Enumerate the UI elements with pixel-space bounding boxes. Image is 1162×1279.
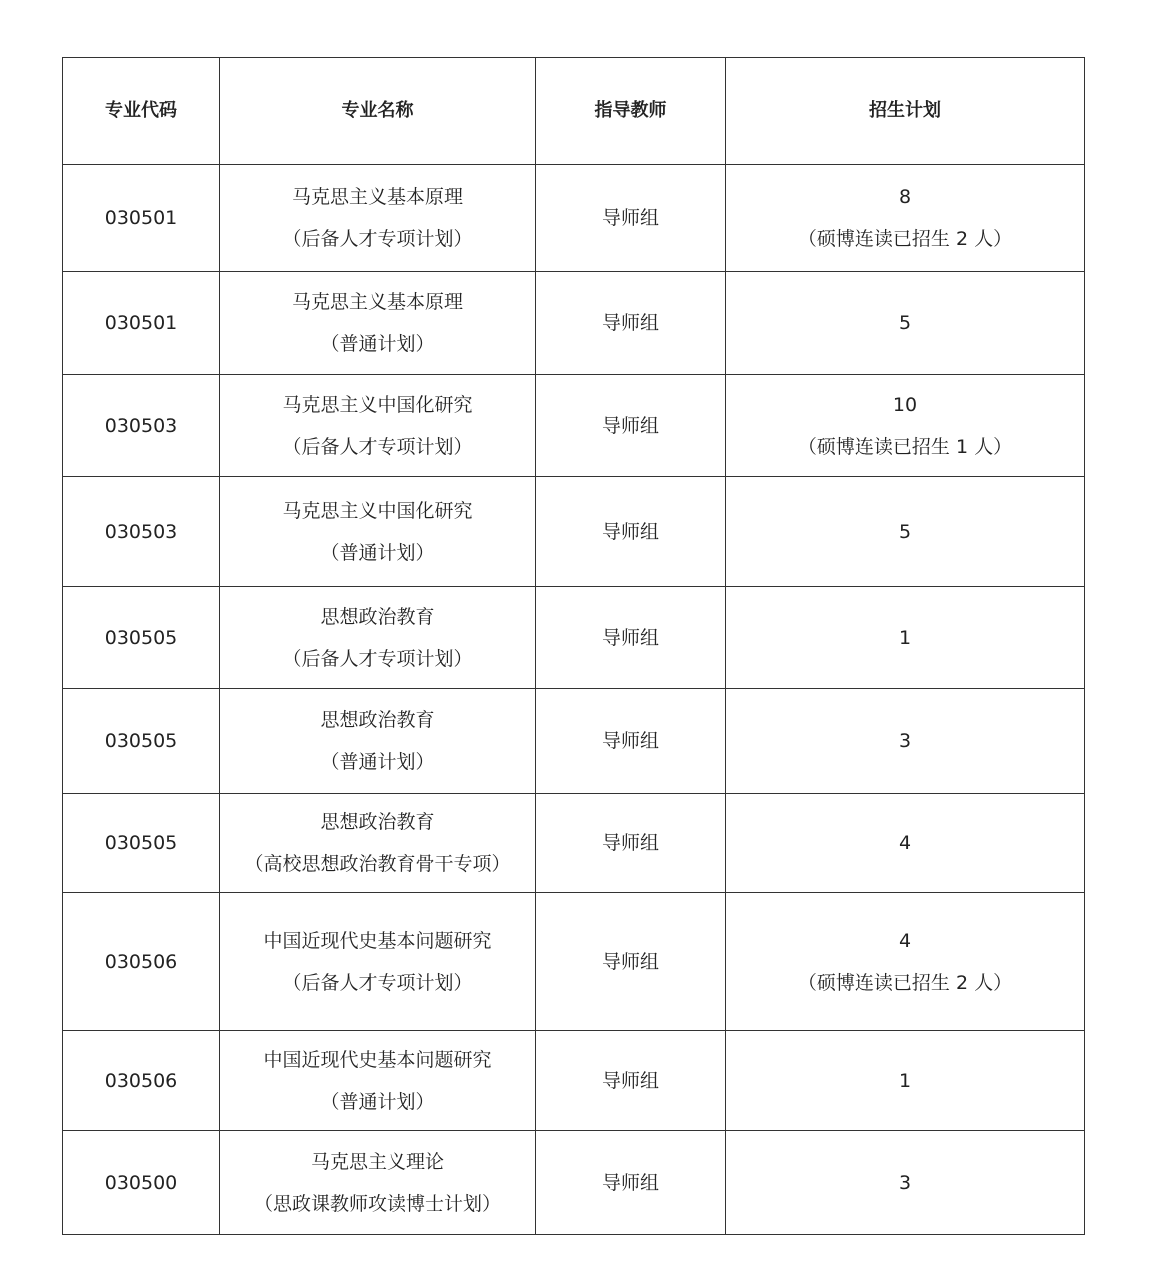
table-row xyxy=(63,375,1085,477)
cell-code: 030503 xyxy=(63,375,220,477)
plan-count: 5 xyxy=(898,520,912,543)
plan-count: 4 xyxy=(898,929,912,952)
major-name: 思想政治教育 xyxy=(320,709,435,731)
header-row xyxy=(63,58,1085,165)
plan-type: （思政课教师攻读博士计划） xyxy=(253,1192,501,1215)
table-body xyxy=(63,165,1085,1235)
plan-note: （硕博连读已招生 2 人） xyxy=(797,971,1013,994)
cell-plan xyxy=(726,1131,1085,1235)
table-row xyxy=(63,587,1085,689)
cell-advisor: 导师组 xyxy=(536,893,726,1031)
plan-count: 1 xyxy=(898,1069,912,1092)
table-row xyxy=(63,272,1085,375)
cell-plan xyxy=(726,375,1085,477)
plan-type: （普通计划） xyxy=(320,1090,435,1113)
plan-count: 8 xyxy=(898,186,912,208)
plan-note: （硕博连读已招生 2 人） xyxy=(797,228,1013,250)
cell-code: 030501 xyxy=(63,165,220,272)
cell-name xyxy=(220,587,536,689)
header-plan: 招生计划 xyxy=(726,58,1085,165)
major-name: 思想政治教育 xyxy=(320,811,435,833)
plan-count: 3 xyxy=(898,1171,912,1194)
plan-count: 4 xyxy=(898,832,912,854)
cell-advisor: 导师组 xyxy=(536,1031,726,1131)
enrollment-table xyxy=(62,57,1085,1235)
plan-note: （硕博连读已招生 1 人） xyxy=(797,435,1013,458)
cell-code: 030505 xyxy=(63,794,220,893)
cell-plan xyxy=(726,794,1085,893)
cell-name xyxy=(220,1031,536,1131)
major-name: 中国近现代史基本问题研究 xyxy=(263,1048,492,1071)
plan-type: （普通计划） xyxy=(320,333,435,355)
cell-code: 030505 xyxy=(63,587,220,689)
plan-type: （后备人才专项计划） xyxy=(282,228,473,250)
header-name: 专业名称 xyxy=(220,58,536,165)
cell-plan xyxy=(726,165,1085,272)
cell-plan xyxy=(726,587,1085,689)
cell-advisor: 导师组 xyxy=(536,587,726,689)
table-row xyxy=(63,1031,1085,1131)
table-row xyxy=(63,893,1085,1031)
cell-plan xyxy=(726,477,1085,587)
header-advisor: 指导教师 xyxy=(536,58,726,165)
cell-code: 030501 xyxy=(63,272,220,375)
header-code: 专业代码 xyxy=(63,58,220,165)
cell-code: 030505 xyxy=(63,689,220,794)
plan-type: （高校思想政治教育骨干专项） xyxy=(244,853,511,875)
plan-count: 3 xyxy=(898,730,912,752)
cell-name xyxy=(220,1131,536,1235)
major-name: 思想政治教育 xyxy=(320,605,435,628)
cell-name xyxy=(220,689,536,794)
cell-advisor: 导师组 xyxy=(536,794,726,893)
cell-name xyxy=(220,794,536,893)
cell-advisor: 导师组 xyxy=(536,477,726,587)
cell-code: 030500 xyxy=(63,1131,220,1235)
cell-advisor: 导师组 xyxy=(536,1131,726,1235)
cell-advisor: 导师组 xyxy=(536,272,726,375)
table-row xyxy=(63,1131,1085,1235)
plan-type: （后备人才专项计划） xyxy=(282,647,473,670)
table-row xyxy=(63,477,1085,587)
cell-name xyxy=(220,477,536,587)
major-name: 马克思主义基本原理 xyxy=(291,291,463,313)
cell-code: 030503 xyxy=(63,477,220,587)
enrollment-table-container xyxy=(62,57,1084,1235)
major-name: 马克思主义理论 xyxy=(310,1150,444,1173)
cell-name xyxy=(220,893,536,1031)
plan-count: 10 xyxy=(892,393,918,416)
cell-code: 030506 xyxy=(63,1031,220,1131)
cell-name xyxy=(220,272,536,375)
cell-plan xyxy=(726,893,1085,1031)
cell-code: 030506 xyxy=(63,893,220,1031)
table-row xyxy=(63,689,1085,794)
cell-plan xyxy=(726,1031,1085,1131)
plan-count: 1 xyxy=(898,626,912,649)
table-row xyxy=(63,165,1085,272)
plan-type: （后备人才专项计划） xyxy=(282,435,473,458)
cell-advisor: 导师组 xyxy=(536,689,726,794)
cell-advisor: 导师组 xyxy=(536,165,726,272)
major-name: 马克思主义基本原理 xyxy=(291,186,463,208)
cell-name xyxy=(220,375,536,477)
major-name: 马克思主义中国化研究 xyxy=(282,499,473,522)
table-row xyxy=(63,794,1085,893)
plan-count: 5 xyxy=(898,312,912,334)
cell-advisor: 导师组 xyxy=(536,375,726,477)
cell-plan xyxy=(726,272,1085,375)
plan-type: （普通计划） xyxy=(320,541,435,564)
cell-plan xyxy=(726,689,1085,794)
cell-name xyxy=(220,165,536,272)
major-name: 马克思主义中国化研究 xyxy=(282,393,473,416)
major-name: 中国近现代史基本问题研究 xyxy=(263,929,492,952)
plan-type: （普通计划） xyxy=(320,751,435,773)
plan-type: （后备人才专项计划） xyxy=(282,971,473,994)
